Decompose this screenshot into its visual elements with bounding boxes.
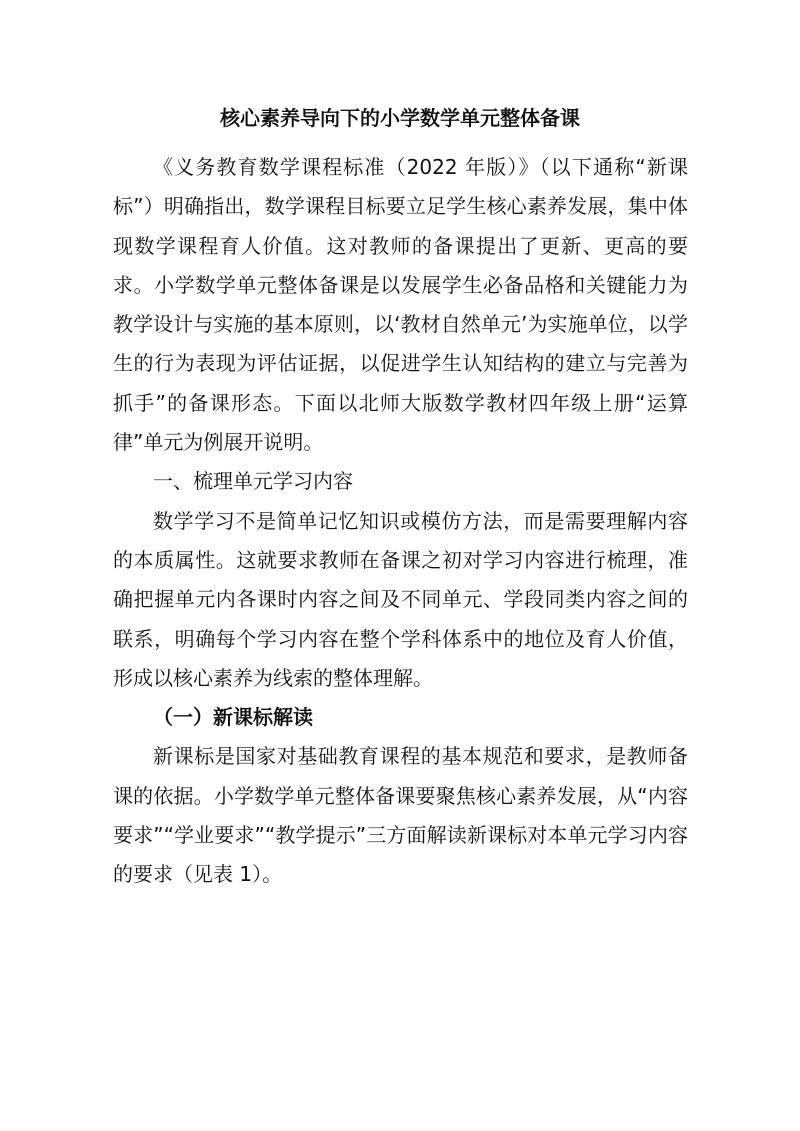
document-body (113, 148, 688, 895)
subsection-paragraph: 新课标是国家对基础教育课程的基本规范和要求，是教师备课的依据。小学数学单元整体备课要聚焦核心素养发展，从“内容要求”“学业要求”“教学提示”三方面解读新课标对本单元学习内容的要求（见表 1）。 (113, 744, 688, 887)
subsection-heading: （一）新课标解读 (153, 705, 313, 730)
section-paragraph: 数学学习不是简单记忆知识或模仿方法，而是需要理解内容的本质属性。这就要求教师在备课之初对学习内容进行梳理，准确把握单元内各课时内容之间及不同单元、学段同类内容之间的联系，明确每个学习内容在整个学科体系中的地位及育人价值，形成以核心素养为线索的整体理解。 (113, 508, 688, 690)
document-title: 核心素养导向下的小学数学单元整体备课 (220, 106, 580, 130)
intro-paragraph: 《义务教育数学课程标准（2022 年版）》（以下通称“新课标”）明确指出，数学课程目标要立足学生核心素养发展，集中体现数学课程育人价值。这对教师的备课提出了更新、更高的要求。小学数学单元整体备课是以发展学生必备品格和关键能力为教学设计与实施的基本原则，以‘教材自然单元’为实施单位，以学生的行为表现为评估证据，以促进学生认知结构的建立与完善为抓手”的备课形态。下面以北师大版数学教材四年级上册“运算律”单元为例展开说明。 (113, 155, 688, 455)
section-heading: 一、梳理单元学习内容 (153, 469, 353, 494)
